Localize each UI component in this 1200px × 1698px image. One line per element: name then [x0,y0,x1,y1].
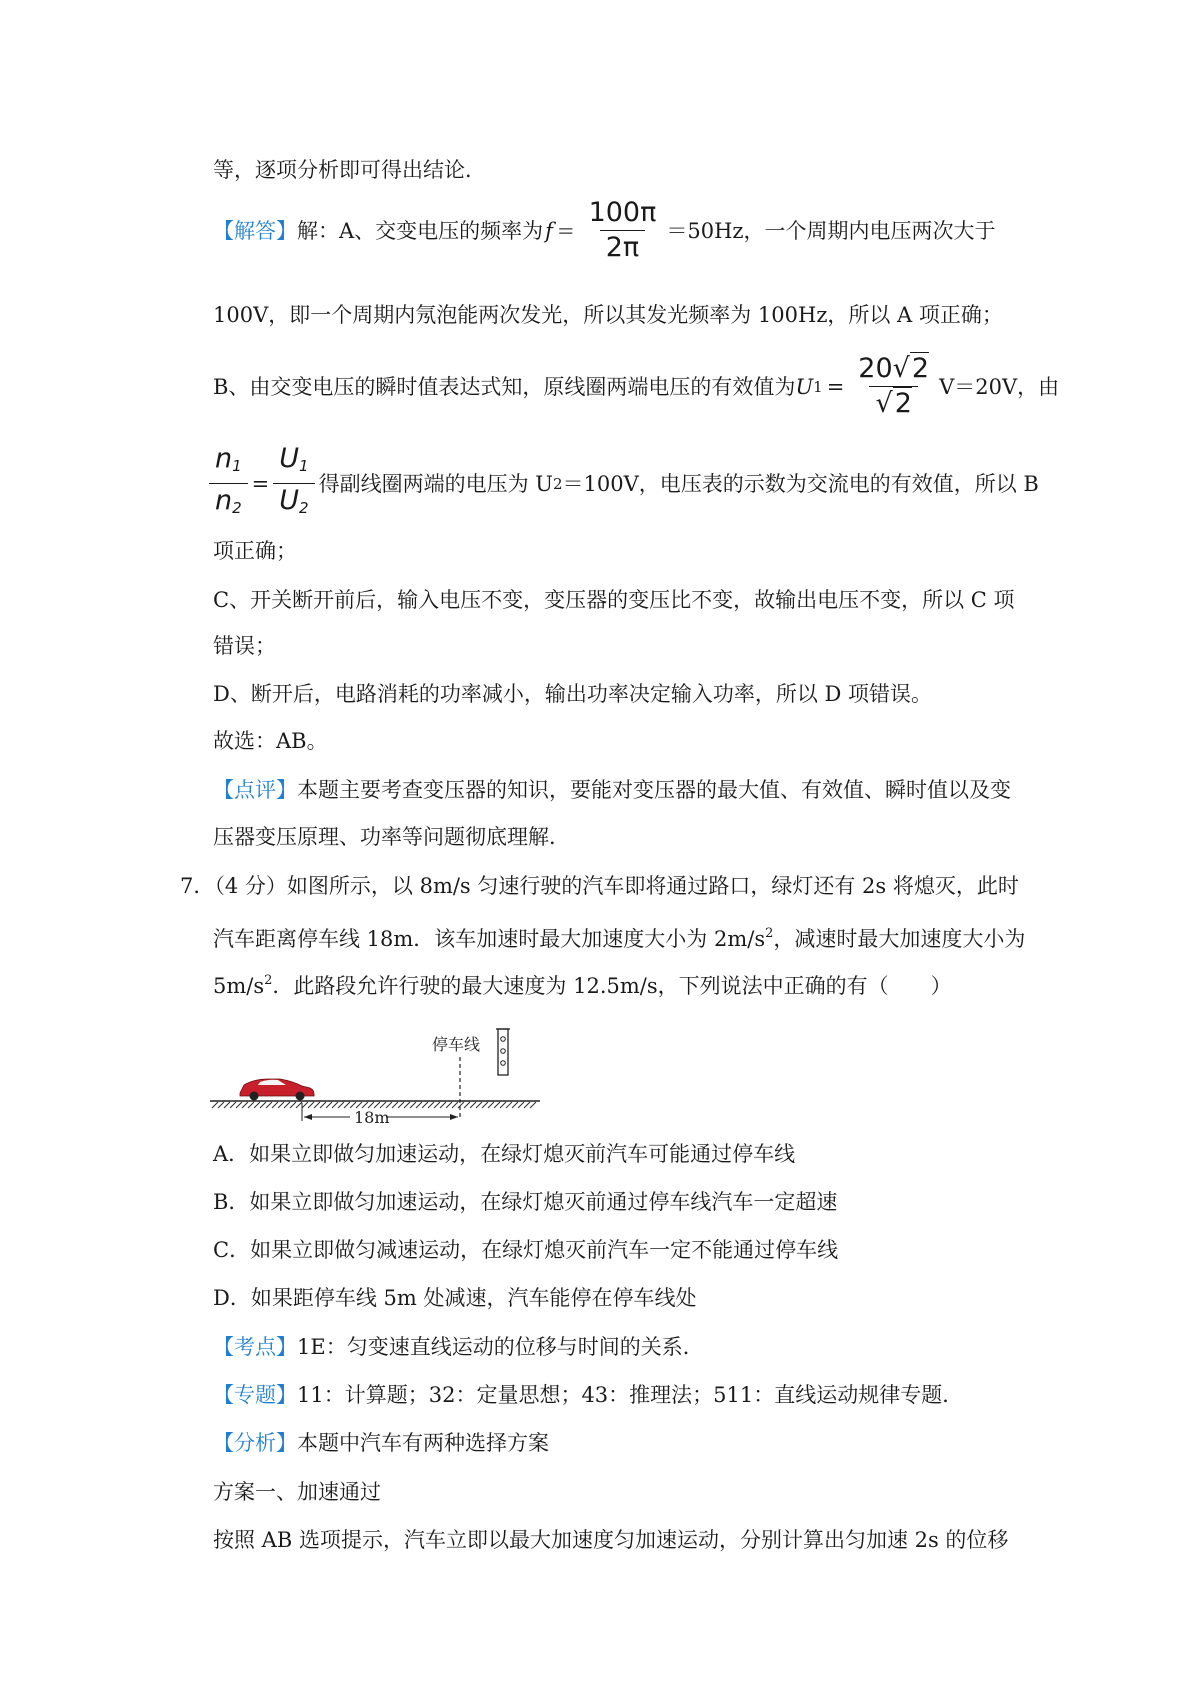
text-line: 汽车距离停车线 18m．该车加速时最大加速度大小为 $2m/s^2$，减速时最大加速度大小为 [213,926,1026,951]
text-fragment: B、由交变电压的瞬时值表达式知，原线圈两端电压的有效值为 [213,374,796,399]
question-line [180,872,1019,900]
red-car-icon [240,1079,314,1101]
math-sup: 2 [264,973,273,988]
road-diagram [210,1015,540,1130]
text-line: 100V，即一个周期内氖泡能两次发光，所以其发光频率为 100Hz，所以 A 项正确； [213,303,1003,327]
answer-tag: 【解答】 [213,218,297,243]
option-c: C．如果立即做匀减速运动，在绿灯熄灭前汽车一定不能通过停车线 [213,1238,839,1262]
math-sub: 2 [552,474,563,493]
fenxi-tag: 【分析】 [213,1431,297,1455]
text-fragment: ＝50Hz，一个周期内电压两次大于 [666,218,996,243]
math-eq: = [556,218,575,243]
fraction-turns [209,442,248,525]
text-line: 按照 AB 选项提示，汽车立即以最大加速度匀加速运动，分别计算出匀加速 2s 的位移 [213,1528,1009,1552]
text-fragment: V＝20V，由 [939,374,1060,399]
text-line: $5m/s^2$．此路段允许行驶的最大速度为 12.5m/s，下列说法中正确的有（ ） [213,973,952,998]
fraction-numerator: $n_1$ [215,443,242,475]
fraction-denominator: √2 [869,386,917,421]
zhuanti-tag: 【专题】 [213,1383,297,1407]
zhuanti-line: 【专题】11：计算题；32：定量思想；43：推理法；511：直线运动规律专题． [213,1383,964,1407]
fraction-numerator: 100π [588,197,657,228]
distance-label: 18m [354,1108,390,1127]
fraction-denominator: $n_2$ [209,483,248,525]
text-fragment: ＝100V，电压表的示数为交流电的有效值，所以 B [562,471,1039,496]
option-a: A．如果立即做匀加速运动，在绿灯熄灭前汽车可能通过停车线 [213,1142,796,1166]
fraction-frequency [583,196,663,265]
fraction-numerator: $U_1$ [279,443,309,475]
fraction-denominator: 2π [600,230,645,265]
text-line [209,442,1039,525]
fraction-voltage [852,352,935,421]
comment-line [213,776,1011,804]
text-fragment: （4 分）如图所示，以 8m/s 匀速行驶的汽车即将通过路口，绿灯还有 2s 将熄灭，此时 [214,874,1019,898]
kaodian-tag: 【考点】 [213,1335,297,1359]
math-var: U [795,374,814,399]
question-figure [210,1015,540,1135]
comment-tag: 【点评】 [213,778,297,802]
text-line: 方案一、加速通过 [213,1480,381,1504]
option-d: D．如果距停车线 5m 处减速，汽车能停在停车线处 [213,1286,697,1310]
math-eq: = [251,471,270,496]
option-b: B．如果立即做匀加速运动，在绿灯熄灭前通过停车线汽车一定超速 [213,1190,838,1214]
text-line: 压器变压原理、功率等问题彻底理解． [213,825,570,849]
math-sup: 2 [765,926,774,941]
answer-line [213,196,995,265]
fraction-denominator: $U_2$ [273,483,314,525]
fenxi-line: 【分析】本题中汽车有两种选择方案 [213,1431,549,1455]
text-line: 故选：AB。 [213,729,328,753]
fraction-numerator: 20√2 [858,353,930,384]
stop-line-label: 停车线 [432,1035,481,1054]
text-line: D、断开后，电路消耗的功率减小，输出功率决定输入功率，所以 D 项错误。 [213,682,933,706]
text-line: 项正确； [213,539,297,563]
math-sub: 1 [813,377,823,396]
traffic-light-icon [496,1029,510,1075]
text-fragment: 本题主要考查变压器的知识，要能对变压器的最大值、有效值、瞬时值以及变 [297,778,1011,802]
text-line: 错误； [213,634,276,658]
text-line: 等，逐项分析即可得出结论． [213,158,486,182]
kaodian-line: 【考点】1E：匀变速直线运动的位移与时间的关系． [213,1335,704,1359]
text-line [213,352,1059,421]
question-number: 7． [180,874,215,898]
math-eq: = [826,374,845,399]
text-fragment: 解：A、交变电压的频率为 [297,218,544,243]
text-fragment: 得副线圈两端的电压为 U [318,471,553,496]
math-var: f [545,218,553,243]
text-line: C、开关断开前后，输入电压不变，变压器的变压比不变，故输出电压不变，所以 C 项 [213,588,1015,612]
fraction-voltages [273,442,314,525]
